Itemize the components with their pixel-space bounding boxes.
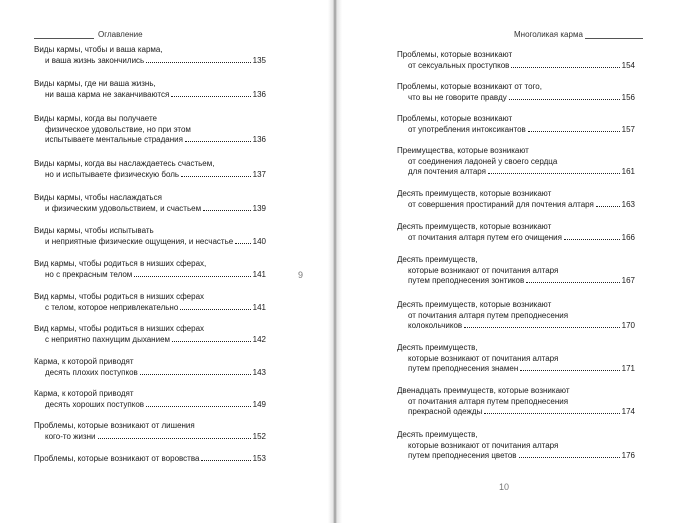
toc-line: и ваша жизнь закончились: [45, 55, 145, 65]
toc-page-number: 163: [621, 199, 635, 209]
toc-page-number: 157: [621, 124, 635, 134]
dot-leader: [185, 141, 251, 142]
toc-leader-line: [397, 364, 635, 375]
toc-line: Преимущества, которые возникают: [397, 146, 529, 155]
toc-line: Виды кармы, когда вы получаете: [34, 114, 157, 123]
toc-leader-line: [397, 167, 635, 178]
toc-leader-line: [34, 170, 266, 181]
toc-entry[interactable]: [34, 259, 266, 280]
toc-page-number: 143: [252, 367, 266, 377]
toc-line: Вид кармы, чтобы родиться в низших сферах: [34, 292, 205, 301]
toc-page-number: 137: [252, 169, 266, 179]
toc-line: которые возникают от почитания алтаря: [408, 353, 559, 363]
toc-entry[interactable]: [34, 193, 266, 214]
toc-page-number: 135: [252, 55, 266, 65]
toc-page-number: 152: [252, 431, 266, 441]
toc-line: с телом, которое непривлекательно: [45, 302, 179, 312]
toc-line: путем преподнесения цветов: [408, 451, 517, 460]
toc-entry[interactable]: [397, 386, 635, 418]
toc-leader-line: [397, 93, 635, 104]
left-page-number: 9: [298, 270, 304, 280]
toc-entry[interactable]: [397, 343, 635, 375]
toc-page-number: 140: [252, 236, 266, 246]
toc-line: путем преподнесения знамен: [408, 364, 519, 373]
toc-line: для почтения алтаря: [408, 167, 486, 176]
dot-leader: [180, 309, 250, 310]
running-head-title: Многоликая карма: [514, 30, 583, 39]
dot-leader: [203, 210, 251, 211]
toc-line: путем преподнесения зонтиков: [408, 276, 525, 285]
toc-page-number: 167: [621, 276, 635, 285]
right-running-head: [514, 30, 643, 39]
toc-line: от почитания алтаря путем преподнесения: [408, 310, 569, 320]
toc-line: Виды кармы, чтобы испытывать: [34, 226, 154, 235]
toc-leader-line: [34, 135, 266, 146]
toc-page-number: 136: [252, 135, 266, 144]
toc-page-number: 161: [621, 167, 635, 176]
dot-leader: [146, 62, 250, 63]
toc-leader-line: [397, 200, 635, 211]
dot-leader: [509, 99, 620, 100]
toc-line: и неприятные физические ощущения, и несчастье: [45, 236, 234, 246]
toc-line: Виды кармы, где ни ваша жизнь,: [34, 79, 156, 88]
toc-entry[interactable]: [34, 114, 266, 146]
toc-leader-line: [34, 454, 266, 465]
toc-leader-line: [397, 61, 635, 72]
toc-line: от почитания алтаря путем его очищения: [408, 232, 562, 242]
toc-line: Виды кармы, чтобы наслаждаться: [34, 193, 162, 202]
toc-page-number: 141: [252, 302, 266, 312]
dot-leader: [484, 413, 619, 414]
toc-line: и физическим удовольствием, и счастьем: [45, 203, 202, 213]
toc-page-number: 142: [252, 334, 266, 344]
dot-leader: [172, 341, 251, 342]
toc-line: Вид кармы, чтобы родиться в низших сферах,: [34, 259, 207, 268]
toc-line: Вид кармы, чтобы родиться в низших сферах: [34, 324, 205, 333]
toc-line: с неприятно пахнущим дыханием: [45, 334, 171, 344]
toc-page-number: 171: [621, 364, 635, 373]
toc-leader-line: [397, 321, 635, 332]
toc-leader-line: [34, 90, 266, 101]
toc-entry[interactable]: [34, 421, 266, 442]
toc-line: Проблемы, которые возникают: [397, 114, 513, 123]
dot-leader: [519, 457, 620, 458]
toc-leader-line: [34, 368, 266, 379]
toc-line: от соединения ладоней у своего сердца: [408, 156, 558, 166]
toc-page-number: 154: [621, 60, 635, 70]
toc-line: Виды кармы, когда вы наслаждаетесь счастьем,: [34, 159, 215, 168]
toc-line: от употребления интоксикантов: [408, 124, 526, 134]
toc-line: Проблемы, которые возникают: [397, 50, 513, 59]
toc-entry[interactable]: [397, 300, 635, 332]
toc-line: Десять преимуществ,: [397, 430, 478, 439]
toc-line: Карма, к которой приводят: [34, 357, 134, 366]
toc-leader-line: [34, 432, 266, 443]
toc-entry[interactable]: [397, 222, 635, 243]
toc-line: от почитания алтаря путем преподнесения: [408, 396, 569, 406]
toc-page-number: 149: [252, 399, 266, 409]
toc-line: Десять преимуществ, которые возникают: [397, 222, 552, 231]
dot-leader: [596, 206, 620, 207]
toc-line: Десять преимуществ,: [397, 343, 478, 352]
toc-line: десять хороших поступков: [45, 399, 145, 409]
book-gutter: [328, 0, 342, 523]
dot-leader: [488, 173, 620, 174]
toc-page-number: 141: [252, 269, 266, 279]
dot-leader: [564, 239, 620, 240]
toc-entry[interactable]: [34, 357, 266, 378]
toc-page-number: 139: [252, 203, 266, 213]
toc-line: прекрасной одежды: [408, 407, 483, 416]
toc-line: что вы не говорите правду: [408, 92, 507, 102]
toc-entry[interactable]: [34, 454, 266, 465]
dot-leader: [140, 374, 251, 375]
running-head-rule: [585, 37, 643, 39]
toc-leader-line: [34, 400, 266, 411]
dot-leader: [511, 67, 619, 68]
toc-leader-line: [397, 407, 635, 418]
toc-line: Проблемы, которые возникают от того,: [397, 82, 542, 91]
toc-entry[interactable]: [34, 45, 266, 66]
dot-leader: [464, 327, 619, 328]
toc-leader-line: [34, 303, 266, 314]
toc-entry[interactable]: [34, 159, 266, 180]
toc-line: которые возникают от почитания алтаря: [408, 265, 559, 275]
toc-entry[interactable]: [397, 82, 635, 103]
dot-leader: [134, 276, 250, 277]
toc-line: от совершения простираний для почтения алтаря: [408, 199, 594, 209]
dot-leader: [528, 131, 620, 132]
toc-page-number: 153: [252, 454, 266, 463]
toc-line: испытываете ментальные страдания: [45, 135, 183, 144]
toc-entry[interactable]: [34, 226, 266, 247]
toc-page-number: 156: [621, 92, 635, 102]
toc-leader-line: [34, 270, 266, 281]
toc-entry[interactable]: [397, 255, 635, 287]
toc-line: но и испытываете физическую боль: [45, 169, 180, 179]
dot-leader: [171, 96, 250, 97]
dot-leader: [181, 176, 251, 177]
toc-entry[interactable]: [397, 189, 635, 210]
toc-page-number: 136: [252, 89, 266, 99]
toc-leader-line: [397, 125, 635, 136]
dot-leader: [98, 438, 251, 439]
dot-leader: [526, 282, 619, 283]
toc-page-number: 166: [621, 232, 635, 242]
toc-leader-line: [397, 233, 635, 244]
toc-entry[interactable]: [397, 430, 635, 462]
toc-page-number: 174: [621, 407, 635, 416]
toc-entry[interactable]: [34, 324, 266, 345]
running-head-rule: [34, 37, 94, 39]
toc-line: Десять преимуществ,: [397, 255, 478, 264]
toc-line: десять плохих поступков: [45, 367, 138, 377]
toc-line: Виды кармы, чтобы и ваша карма,: [34, 45, 163, 54]
toc-line: кого-то жизни: [45, 431, 96, 441]
left-running-head: [34, 30, 143, 39]
toc-line: от сексуальных проступков: [408, 60, 510, 70]
toc-line: Десять преимуществ, которые возникают: [397, 300, 552, 309]
toc-entry[interactable]: [397, 146, 635, 178]
toc-line: Проблемы, которые возникают от лишения: [34, 421, 195, 430]
toc-line: которые возникают от почитания алтаря: [408, 440, 559, 450]
toc-line: Карма, к которой приводят: [34, 389, 134, 398]
toc-entry[interactable]: [34, 389, 266, 410]
toc-leader-line: [397, 451, 635, 462]
toc-page-number: 170: [621, 321, 635, 330]
toc-entry[interactable]: [34, 292, 266, 313]
toc-line: физическое удовольствие, но при этом: [45, 124, 191, 134]
toc-leader-line: [397, 276, 635, 287]
toc-line: ни ваша карма не заканчиваются: [45, 89, 170, 99]
toc-line: колокольчиков: [408, 321, 463, 330]
toc-leader-line: [34, 237, 266, 248]
toc-entry[interactable]: [397, 50, 635, 71]
toc-line: Проблемы, которые возникают от воровства: [34, 454, 200, 463]
dot-leader: [235, 243, 250, 244]
toc-leader-line: [34, 204, 266, 215]
toc-entry[interactable]: [397, 114, 635, 135]
toc-line: Десять преимуществ, которые возникают: [397, 189, 552, 198]
dot-leader: [520, 370, 619, 371]
toc-entry[interactable]: [34, 79, 266, 100]
toc-leader-line: [34, 335, 266, 346]
running-head-title: Оглавление: [98, 30, 143, 39]
toc-leader-line: [34, 56, 266, 67]
toc-line: Двенадцать преимуществ, которые возникают: [397, 386, 570, 395]
dot-leader: [201, 460, 250, 461]
dot-leader: [146, 406, 251, 407]
right-page-number: 10: [499, 482, 510, 492]
toc-page-number: 176: [621, 451, 635, 460]
toc-line: но с прекрасным телом: [45, 269, 133, 279]
